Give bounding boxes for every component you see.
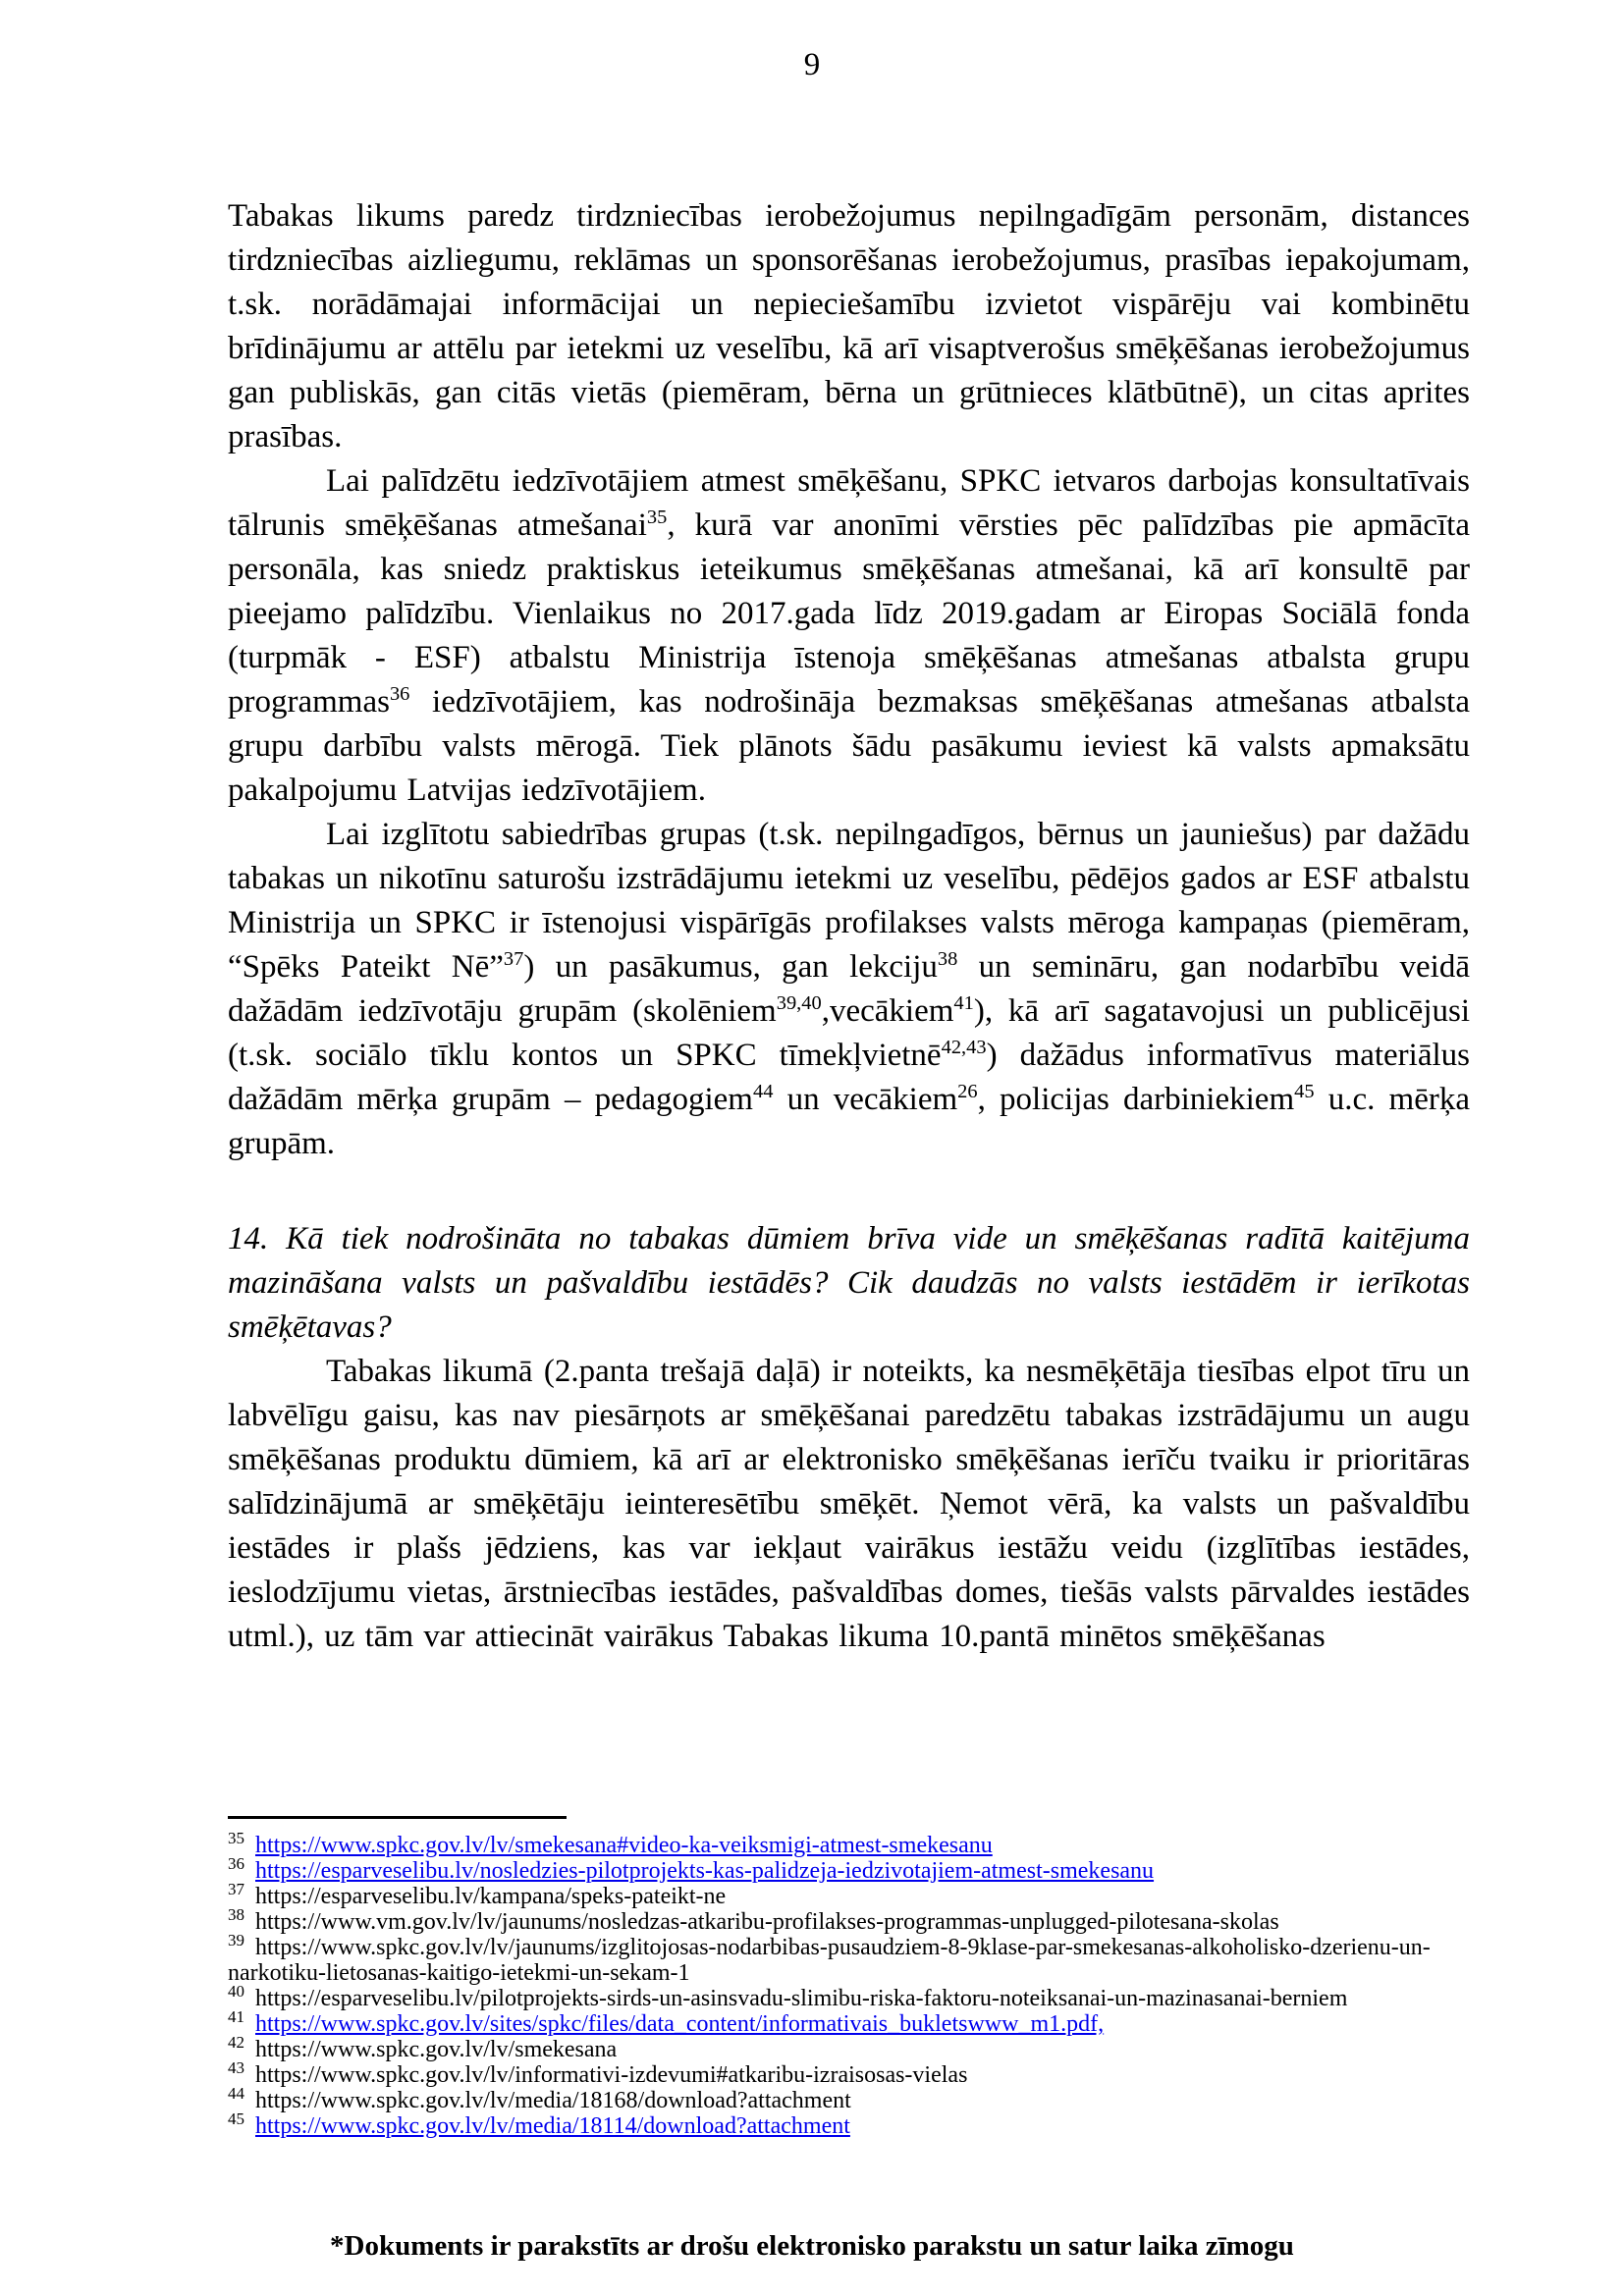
- paragraph: [228, 1350, 1470, 1659]
- paragraph: [228, 459, 1470, 813]
- page-number: 9: [803, 47, 821, 82]
- footnote-reference: 38: [937, 948, 958, 970]
- footnote: [228, 2058, 1470, 2088]
- page-content: [228, 194, 1470, 1659]
- footnote-reference: 44: [752, 1081, 774, 1102]
- footnote-url-text: https://esparveselibu.lv/pilotprojekts-sirds-un-asinsvadu-slimibu-riska-faktoru-noteiksanai-un-mazinasanai-berniem: [255, 1986, 1348, 2011]
- footnote-url-text: https://www.spkc.gov.lv/lv/media/18168/download?attachment: [255, 2088, 851, 2113]
- footnote-number: 39: [228, 1931, 244, 1949]
- footnote-number: 43: [228, 2058, 244, 2077]
- footnote-url-text: https://www.vm.gov.lv/lv/jaunums/nosledzas-atkaribu-profilakses-programmas-unplugged-pilotesana-skolas: [255, 1909, 1279, 1935]
- footnote-number: 44: [228, 2084, 244, 2103]
- paragraph-text: Tabakas likumā (2.panta trešajā daļā) ir noteikts, ka nesmēķētāja tiesības elpot tīru un labvēlīgu gaisu, kas nav piesārņots ar smēķēšanai paredzētu tabakas izstrādājumu un augu smēķēšanas produktu dūmiem, kā arī ar elektronisko smēķēšanas ierīču tvaiku ir prioritāras salīdzinājumā ar smēķētāju ieinteresētību smēķēt. Ņemot vērā, ka valsts un pašvaldību iestādes ir plašs jēdziens, kas var iekļaut vairākus iestāžu veidu (izglītības iestādes, ieslodzījumu vietas, ārstniecības iestādes, pašvaldības domes, tiešās valsts pārvaldes iestādes utml.), uz tām var attiecināt vairākus Tabakas likuma 10.pantā minētos smēķēšanas: [228, 1354, 1470, 1654]
- footnote: [228, 1905, 1470, 1935]
- paragraph-text: Lai palīdzētu iedzīvotājiem atmest smēķēšanu, SPKC ietvaros darbojas konsultatīvais tālrunis smēķēšanas atmešanai: [228, 463, 1470, 543]
- paragraph-text: un semināru, gan nodarbību veidā dažādām iedzīvotāju grupām (skolēniem: [228, 949, 1470, 1029]
- footnote-reference: 36: [389, 683, 410, 705]
- footnote-reference: 42,43: [941, 1037, 987, 1058]
- paragraph: [228, 813, 1470, 1166]
- footnote: [228, 2033, 1470, 2062]
- footnote: [228, 1854, 1470, 1884]
- footnote-number: 35: [228, 1829, 244, 1847]
- paragraph-text: iedzīvotājiem, kas nodrošināja bezmaksas smēķēšanas atmešanas atbalsta grupu darbību valsts mērogā. Tiek plānots šādu pasākumu ieviest kā valsts apmaksātu pakalpojumu Latvijas iedzīvotājiem.: [228, 684, 1470, 808]
- paragraph-text: Lai izglītotu sabiedrības grupas (t.sk. nepilngadīgos, bērnus un jauniešus) par dažādu tabakas un nikotīnu saturošu izstrādājumu ietekmi uz veselību, pēdējos gados ar ESF atbalstu Ministrija un SPKC ir īstenojusi vispārīgās profilakses valsts mēroga kampaņas (piemēram, “Spēks Pateikt Nē”: [228, 817, 1470, 985]
- paragraph-text: ,vecākiem: [821, 993, 954, 1029]
- signature-note: *Dokuments ir parakstīts ar drošu elektronisko parakstu un satur laika zīmogu: [330, 2230, 1294, 2262]
- footnote: [228, 1829, 1470, 1858]
- footnote-url-text: https://www.spkc.gov.lv/lv/informativi-izdevumi#atkaribu-izraisosas-vielas: [255, 2062, 968, 2088]
- footnote-reference: 39,40: [776, 992, 822, 1014]
- question-heading: [228, 1217, 1470, 1350]
- paragraph-text: , policijas darbiniekiem: [977, 1082, 1295, 1117]
- footnote-number: 38: [228, 1905, 244, 1924]
- footnote: [228, 2084, 1470, 2113]
- paragraph-text: ), kā arī sagatavojusi un publicējusi (t.sk. sociālo tīklu kontos un SPKC tīmekļvietnē: [228, 993, 1470, 1073]
- footnote-reference: 41: [953, 992, 974, 1014]
- paragraph-text: ) un pasākumus, gan lekciju: [523, 949, 938, 985]
- footnote-reference: 35: [646, 507, 668, 528]
- footnote-list: [228, 1829, 1470, 2139]
- paragraph-text: Tabakas likums paredz tirdzniecības ierobežojumus nepilngadīgām personām, distances tirdzniecības aizliegumu, reklāmas un sponsorēšanas ierobežojumus, prasības iepakojumam, t.sk. norādāmajai informācijai un nepieciešamību izvietot vispārēju vai kombinētu brīdinājumu ar attēlu par ietekmi uz veselību, kā arī visaptverošus smēķēšanas ierobežojumus gan publiskās, gan citās vietās (piemēram, bērna un grūtnieces klātbūtnē), un citas aprites prasības.: [228, 198, 1470, 454]
- footnote-separator: [228, 1816, 567, 1819]
- footnotes-section: [228, 1816, 1470, 2139]
- footnote: [228, 2109, 1470, 2139]
- footnote-reference: 37: [503, 948, 524, 970]
- footnote: [228, 1931, 1470, 1986]
- paragraph-text: un vecākiem: [773, 1082, 958, 1117]
- footnote-number: 42: [228, 2033, 244, 2052]
- footnote-number: 40: [228, 1982, 244, 2001]
- footnote-number: 41: [228, 2007, 244, 2026]
- footnote-link[interactable]: https://www.spkc.gov.lv/lv/smekesana#video-ka-veiksmigi-atmest-smekesanu: [255, 1833, 993, 1858]
- footnote-number: 36: [228, 1854, 244, 1873]
- paragraph-text: ) dažādus informatīvus materiālus dažādām mērķa grupām – pedagogiem: [228, 1038, 1470, 1117]
- footnote-reference: 45: [1294, 1081, 1315, 1102]
- footnote-number: 45: [228, 2109, 244, 2128]
- footnote-url-text: https://esparveselibu.lv/kampana/speks-pateikt-ne: [255, 1884, 727, 1909]
- paragraph-text: u.c. mērķa grupām.: [228, 1082, 1470, 1161]
- footnote: [228, 1982, 1470, 2011]
- footnote-link[interactable]: https://www.spkc.gov.lv/lv/media/18114/download?attachment: [255, 2113, 850, 2139]
- footnote-url-text: https://www.spkc.gov.lv/lv/jaunums/izglitojosas-nodarbibas-pusaudziem-8-9klase-par-smekesanas-alkoholisko-dzerienu-un-narkotiku-lietosanas-kaitigo-ietekmi-un-sekam-1: [228, 1935, 1431, 1986]
- paragraph: [228, 194, 1470, 459]
- paragraph-text: 14. Kā tiek nodrošināta no tabakas dūmiem brīva vide un smēķēšanas radītā kaitējuma mazināšana valsts un pašvaldību iestādēs? Cik daudzās no valsts iestādēm ir ierīkotas smēķētavas?: [228, 1221, 1470, 1345]
- footnote: [228, 1880, 1470, 1909]
- footnote-link[interactable]: https://esparveselibu.lv/nosledzies-pilotprojekts-kas-palidzeja-iedzivotajiem-atmest-smekesanu: [255, 1858, 1155, 1884]
- footnote-url-text: https://www.spkc.gov.lv/lv/smekesana: [255, 2037, 618, 2062]
- footnote-reference: 26: [957, 1081, 978, 1102]
- footnote-number: 37: [228, 1880, 244, 1898]
- footnote-link[interactable]: https://www.spkc.gov.lv/sites/spkc/files/data_content/informativais_bukletswww_m1.pdf,: [255, 2011, 1105, 2037]
- footnote: [228, 2007, 1470, 2037]
- paragraph-text: , kurā var anonīmi vērsties pēc palīdzības pie apmācīta personāla, kas sniedz praktiskus ieteikumus smēķēšanas atmešanai, kā arī konsultē par pieejamo palīdzību. Vienlaikus no 2017.gada līdz 2019.gadam ar Eiropas Sociālā fonda (turpmāk - ESF) atbalstu Ministrija īstenoja smēķēšanas atmešanas atbalsta grupu programmas: [228, 507, 1470, 720]
